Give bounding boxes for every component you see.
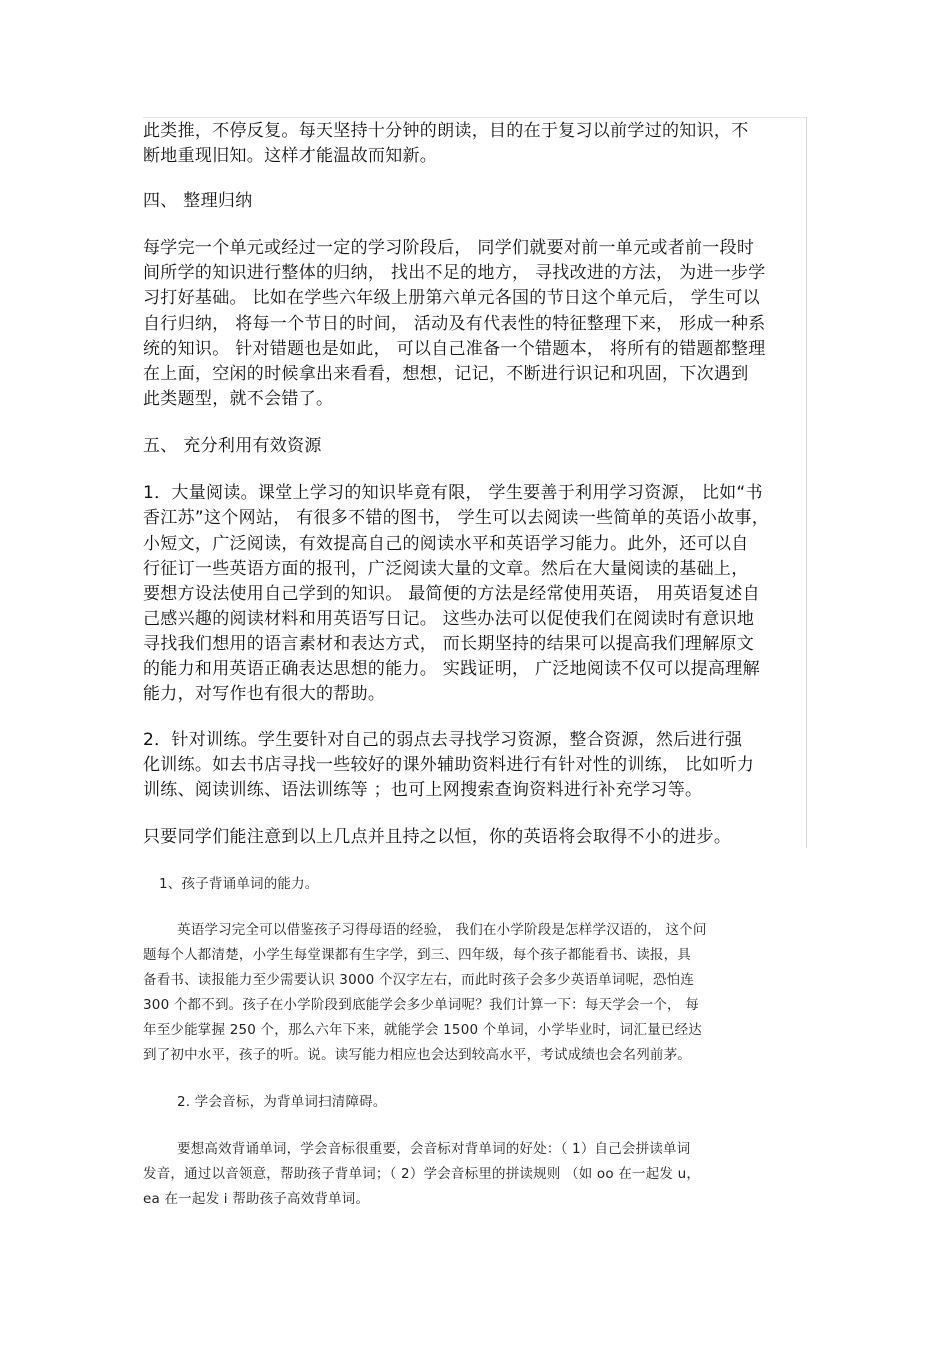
text-line: 己感兴趣的阅读材料和用英语写日记。 这些办法可以促使我们在阅读时有意识地 (143, 609, 755, 629)
text-line: 能力，对写作也有很大的帮助。 (143, 684, 386, 704)
text-line: 每学完一个单元或经过一定的学习阶段后， 同学们就要对前一单元或者前一段时 (143, 238, 755, 258)
text-line: 自行归纳， 将每一个节日的时间， 活动及有代表性的特征整理下来， 形成一种系 (143, 314, 766, 334)
section-heading: 2. 学会音标，为背单词扫清障碍。 (177, 1094, 387, 1110)
text-line: 行征订一些英语方面的报刊，广泛阅读大量的文章。然后在大量阅读的基础上， (143, 559, 749, 579)
text-line: 间所学的知识进行整体的归纳， 找出不足的地方， 寻找改进的方法， 为进一步学 (143, 263, 766, 283)
text-line: 年至少能掌握 250 个，那么六年下来，就能学会 1500 个单词，小学毕业时，词汇量已经达 (143, 1022, 702, 1038)
text-line: 要想高效背诵单词，学会音标很重要，会音标对背单词的好处：（ 1）自己会拼读单词 (177, 1141, 691, 1157)
text-line: 300 个都不到。孩子在小学阶段到底能学会多少单词呢？我们计算一下：每天学会一个， 每 (143, 997, 699, 1013)
text-line: 备看书、读报能力至少需要认识 3000 个汉字左右，而此时孩子会多少英语单词呢，恐怕连 (143, 972, 695, 988)
text-line: 只要同学们能注意到以上几点并且持之以恒，你的英语将会取得不小的进步。 (143, 827, 732, 847)
section-heading: 1、孩子背诵单词的能力。 (159, 876, 319, 892)
text-line: ea 在一起发 i 帮助孩子高效背单词。 (143, 1191, 370, 1207)
text-line: 的能力和用英语正确表达思想的能力。 实践证明， 广泛地阅读不仅可以提高理解 (143, 659, 760, 679)
text-line: 要想方设法使用自己学到的知识。 最简便的方法是经常使用英语， 用英语复述自 (143, 584, 760, 604)
text-line: 1．大量阅读。课堂上学习的知识毕竟有限， 学生要善于利用学习资源， 比如“书 (143, 483, 763, 503)
text-line: 发音，通过以音领意，帮助孩子背单词；（ 2）学会音标里的拼读规则 （如 oo 在一起发 u， (143, 1166, 701, 1182)
text-line: 到了初中水平，孩子的听。说。读写能力相应也会达到较高水平，考试成绩也会名列前茅。 (143, 1047, 691, 1063)
text-line: 小短文，广泛阅读，有效提高自己的阅读水平和英语学习能力。此外，还可以自 (143, 534, 749, 554)
text-line: 题每个人都清楚，小学生每堂课都有生字学，到三、四年级，每个孩子都能看书、读报，具 (143, 947, 691, 963)
text-line: 寻找我们想用的语言素材和表达方式， 而长期坚持的结果可以提高我们理解原文 (143, 634, 755, 654)
section-heading: 四、 整理归纳 (143, 191, 253, 211)
text-line: 在上面，空闲的时候拿出来看看，想想，记记，不断进行识记和巩固，下次遇到 (143, 364, 749, 384)
text-line: 香江苏”这个网站， 有很多不错的图书， 学生可以去阅读一些简单的英语小故事， (143, 508, 770, 528)
text-line: 此类题型，就不会错了。 (143, 389, 334, 409)
text-line: 断地重现旧知。这样才能温故而知新。 (143, 146, 438, 166)
text-line: 化训练。如去书店寻找一些较好的课外辅助资料进行有针对性的训练， 比如听力 (143, 755, 755, 775)
text-line: 统的知识。 针对错题也是如此， 可以自己准备一个错题本， 将所有的错题都整理 (143, 339, 766, 359)
text-line: 习打好基础。 比如在学些六年级上册第六单元各国的节日这个单元后， 学生可以 (143, 288, 760, 308)
section-heading: 五、 充分利用有效资源 (143, 436, 322, 456)
text-line: 英语学习完全可以借鉴孩子习得母语的经验， 我们在小学阶段是怎样学汉语的， 这个问 (177, 922, 707, 938)
text-line: 此类推，不停反复。每天坚持十分钟的朗读，目的在于复习以前学过的知识，不 (143, 121, 749, 141)
text-line: 训练、阅读训练、语法训练等 ；也可上网搜索查询资料进行补充学习等。 (143, 780, 703, 800)
text-line: 2．针对训练。学生要针对自己的弱点去寻找学习资源，整合资源，然后进行强 (143, 730, 743, 750)
